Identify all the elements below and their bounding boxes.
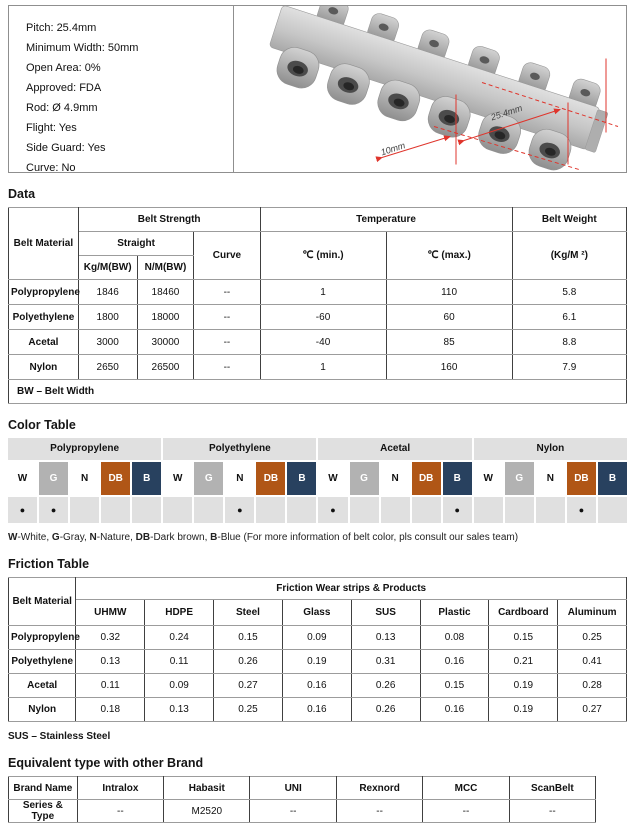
color-note-segment: W	[8, 532, 18, 543]
color-swatch-w: W	[474, 462, 503, 495]
value-cell: 0.27	[214, 674, 283, 698]
brand-value-cell: --	[336, 800, 422, 823]
value-cell: 0.31	[351, 650, 420, 674]
spec-item: Open Area: 0%	[26, 62, 101, 74]
material-cell: Polypropylene	[9, 626, 76, 650]
brand-table	[8, 776, 596, 823]
value-cell: -40	[260, 330, 386, 355]
value-cell: 1	[260, 280, 386, 305]
value-cell: 6.1	[512, 305, 626, 330]
availability-dot-cell: ●	[225, 497, 254, 523]
color-swatch-g: G	[39, 462, 68, 495]
value-cell: 0.11	[76, 674, 145, 698]
value-cell: 18460	[137, 280, 194, 305]
value-cell: 8.8	[512, 330, 626, 355]
value-cell: 30000	[137, 330, 194, 355]
color-swatch-n: N	[536, 462, 565, 495]
color-swatch-db: DB	[412, 462, 441, 495]
friction-col-header: Aluminum	[558, 600, 627, 626]
value-cell: 0.26	[351, 674, 420, 698]
color-swatch-w: W	[318, 462, 347, 495]
color-note-segment: B	[210, 532, 218, 543]
color-swatch-w: W	[163, 462, 192, 495]
value-cell: 0.15	[489, 626, 558, 650]
value-cell: 0.19	[489, 698, 558, 722]
color-swatch-b: B	[598, 462, 627, 495]
friction-table-row	[9, 650, 627, 674]
color-note-segment: -Gray,	[59, 532, 90, 543]
value-cell: 0.15	[214, 626, 283, 650]
color-note-segment: DB	[135, 532, 151, 543]
value-cell: 0.16	[282, 698, 351, 722]
color-swatch-w: W	[8, 462, 37, 495]
value-cell: 0.16	[282, 674, 351, 698]
belt-module-drawing	[234, 6, 626, 172]
color-swatch-n: N	[381, 462, 410, 495]
col-header-belt-material: Belt Material	[9, 208, 79, 280]
equivalent-section-heading: Equivalent type with other Brand	[8, 756, 204, 770]
value-cell: 26500	[137, 355, 194, 380]
data-table-row	[9, 280, 627, 305]
value-cell: 0.41	[558, 650, 627, 674]
color-note-segment: G	[51, 532, 60, 543]
brand-value-cell: M2520	[164, 800, 250, 823]
belt-body	[260, 6, 616, 172]
spec-item: Approved: FDA	[26, 82, 102, 94]
value-cell: 0.32	[76, 626, 145, 650]
value-cell: 0.21	[489, 650, 558, 674]
availability-dot-cell: ●	[39, 497, 68, 523]
color-swatch-g: G	[194, 462, 223, 495]
brand-header: Intralox	[77, 777, 163, 800]
availability-empty-cell	[505, 497, 534, 523]
data-table-row	[9, 305, 627, 330]
value-cell: -60	[260, 305, 386, 330]
col-header-straight: Straight	[78, 232, 194, 256]
material-cell: Polyethylene	[9, 305, 79, 330]
col-header-belt-weight: Belt Weight	[512, 208, 626, 232]
value-cell: 0.19	[489, 674, 558, 698]
material-cell: Polyethylene	[9, 650, 76, 674]
value-cell: 0.09	[145, 674, 214, 698]
friction-col-header: Cardboard	[489, 600, 558, 626]
spec-item: Curve: No	[26, 162, 76, 174]
brand-header: ScanBelt	[509, 777, 595, 800]
value-cell: 1846	[78, 280, 137, 305]
availability-empty-cell	[536, 497, 565, 523]
series-type-label: Series & Type	[9, 800, 78, 823]
spec-item: Flight: Yes	[26, 122, 77, 134]
availability-empty-cell	[132, 497, 161, 523]
value-cell: 0.25	[558, 626, 627, 650]
availability-dot-cell: ●	[567, 497, 596, 523]
spec-item: Side Guard: Yes	[26, 142, 106, 154]
value-cell: 0.28	[558, 674, 627, 698]
friction-group-header: Friction Wear strips & Products	[76, 578, 627, 600]
availability-empty-cell	[163, 497, 192, 523]
friction-col-header: SUS	[351, 600, 420, 626]
value-cell: --	[194, 305, 260, 330]
data-table-row	[9, 355, 627, 380]
data-table	[8, 207, 627, 404]
color-note-segment: -White,	[17, 532, 52, 543]
spec-item: Rod: Ø 4.9mm	[26, 102, 98, 114]
material-cell: Nylon	[9, 355, 79, 380]
color-note-segment: -Nature,	[96, 532, 136, 543]
friction-table-row	[9, 698, 627, 722]
value-cell: 1	[260, 355, 386, 380]
availability-dot-cell: ●	[318, 497, 347, 523]
color-swatch-n: N	[70, 462, 99, 495]
color-swatch-n: N	[225, 462, 254, 495]
friction-col-header: Glass	[282, 600, 351, 626]
value-cell: 18000	[137, 305, 194, 330]
value-cell: 0.11	[145, 650, 214, 674]
value-cell: --	[194, 355, 260, 380]
availability-empty-cell	[101, 497, 130, 523]
friction-col-header: Plastic	[420, 600, 489, 626]
availability-empty-cell	[287, 497, 316, 523]
value-cell: 160	[386, 355, 512, 380]
value-cell: 0.25	[214, 698, 283, 722]
color-swatch-g: G	[350, 462, 379, 495]
value-cell: 3000	[78, 330, 137, 355]
value-cell: 1800	[78, 305, 137, 330]
value-cell: 0.16	[420, 698, 489, 722]
availability-dot-cell: ●	[8, 497, 37, 523]
value-cell: 110	[386, 280, 512, 305]
value-cell: 7.9	[512, 355, 626, 380]
value-cell: 0.09	[282, 626, 351, 650]
color-swatch-b: B	[287, 462, 316, 495]
value-cell: 2650	[78, 355, 137, 380]
data-section-heading: Data	[8, 187, 36, 201]
color-material-header: Acetal	[318, 438, 471, 460]
value-cell: 0.26	[351, 698, 420, 722]
color-grid	[8, 438, 627, 523]
brand-header: UNI	[250, 777, 336, 800]
friction-col-header: HDPE	[145, 600, 214, 626]
value-cell: 60	[386, 305, 512, 330]
spec-item: Pitch: 25.4mm	[26, 22, 97, 34]
value-cell: 85	[386, 330, 512, 355]
value-cell: 0.26	[214, 650, 283, 674]
material-cell: Polypropylene	[9, 280, 79, 305]
value-cell: --	[194, 330, 260, 355]
col-header-temp-max: ℃ (max.)	[386, 232, 512, 280]
brand-value-cell: --	[423, 800, 509, 823]
color-material-header: Nylon	[474, 438, 627, 460]
spec-item: Minimum Width: 50mm	[26, 42, 139, 54]
dimension-label-height: 10mm	[379, 140, 407, 158]
brand-value-cell: --	[250, 800, 336, 823]
col-header-temperature: Temperature	[260, 208, 512, 232]
data-table-row	[9, 330, 627, 355]
col-header-kg-m2: (Kg/M ²)	[512, 232, 626, 280]
col-header-n-m-bw: N/M(BW)	[137, 256, 194, 280]
color-note-segment: N	[89, 532, 97, 543]
data-table-footnote: BW – Belt Width	[9, 380, 627, 404]
value-cell: 0.13	[351, 626, 420, 650]
color-swatch-b: B	[132, 462, 161, 495]
brand-header: Rexnord	[336, 777, 422, 800]
material-cell: Nylon	[9, 698, 76, 722]
col-header-curve: Curve	[194, 232, 260, 280]
value-cell: 0.15	[420, 674, 489, 698]
availability-empty-cell	[70, 497, 99, 523]
brand-header: MCC	[423, 777, 509, 800]
availability-empty-cell	[256, 497, 285, 523]
availability-empty-cell	[474, 497, 503, 523]
value-cell: 0.08	[420, 626, 489, 650]
material-cell: Acetal	[9, 674, 76, 698]
value-cell: 0.18	[76, 698, 145, 722]
col-header-kg-m-bw: Kg/M(BW)	[78, 256, 137, 280]
availability-dot-cell: ●	[443, 497, 472, 523]
value-cell: 0.27	[558, 698, 627, 722]
availability-empty-cell	[412, 497, 441, 523]
color-note-segment: -Dark brown,	[150, 532, 211, 543]
friction-footnote: SUS – Stainless Steel	[8, 731, 111, 742]
color-material-header: Polyethylene	[163, 438, 316, 460]
belt-module-image	[234, 6, 626, 172]
value-cell: 0.16	[420, 650, 489, 674]
availability-empty-cell	[194, 497, 223, 523]
value-cell: 0.24	[145, 626, 214, 650]
brand-name-header: Brand Name	[9, 777, 78, 800]
color-material-header: Polypropylene	[8, 438, 161, 460]
col-header-temp-min: ℃ (min.)	[260, 232, 386, 280]
value-cell: 0.13	[76, 650, 145, 674]
color-swatch-g: G	[505, 462, 534, 495]
col-header-belt-strength: Belt Strength	[78, 208, 260, 232]
brand-header: Habasit	[164, 777, 250, 800]
friction-col-header: Steel	[214, 600, 283, 626]
color-swatch-db: DB	[567, 462, 596, 495]
color-section-heading: Color Table	[8, 418, 76, 432]
color-note	[8, 532, 627, 543]
brand-value-cell: --	[509, 800, 595, 823]
friction-table-row	[9, 626, 627, 650]
brand-value-cell: --	[77, 800, 163, 823]
friction-table	[8, 577, 627, 722]
availability-empty-cell	[381, 497, 410, 523]
material-cell: Acetal	[9, 330, 79, 355]
value-cell: --	[194, 280, 260, 305]
color-note-segment: -Blue (For more information of belt color, pls consult our sales team)	[217, 532, 519, 543]
availability-empty-cell	[598, 497, 627, 523]
friction-col-header: UHMW	[76, 600, 145, 626]
friction-table-row	[9, 674, 627, 698]
color-swatch-db: DB	[101, 462, 130, 495]
friction-section-heading: Friction Table	[8, 557, 90, 571]
spec-list	[9, 6, 234, 172]
color-swatch-b: B	[443, 462, 472, 495]
product-summary-box	[8, 5, 627, 173]
friction-col-header-belt-material: Belt Material	[9, 578, 76, 626]
value-cell: 0.19	[282, 650, 351, 674]
availability-empty-cell	[350, 497, 379, 523]
value-cell: 5.8	[512, 280, 626, 305]
color-swatch-db: DB	[256, 462, 285, 495]
dimension-label-pitch: 25.4mm	[489, 102, 524, 123]
value-cell: 0.13	[145, 698, 214, 722]
